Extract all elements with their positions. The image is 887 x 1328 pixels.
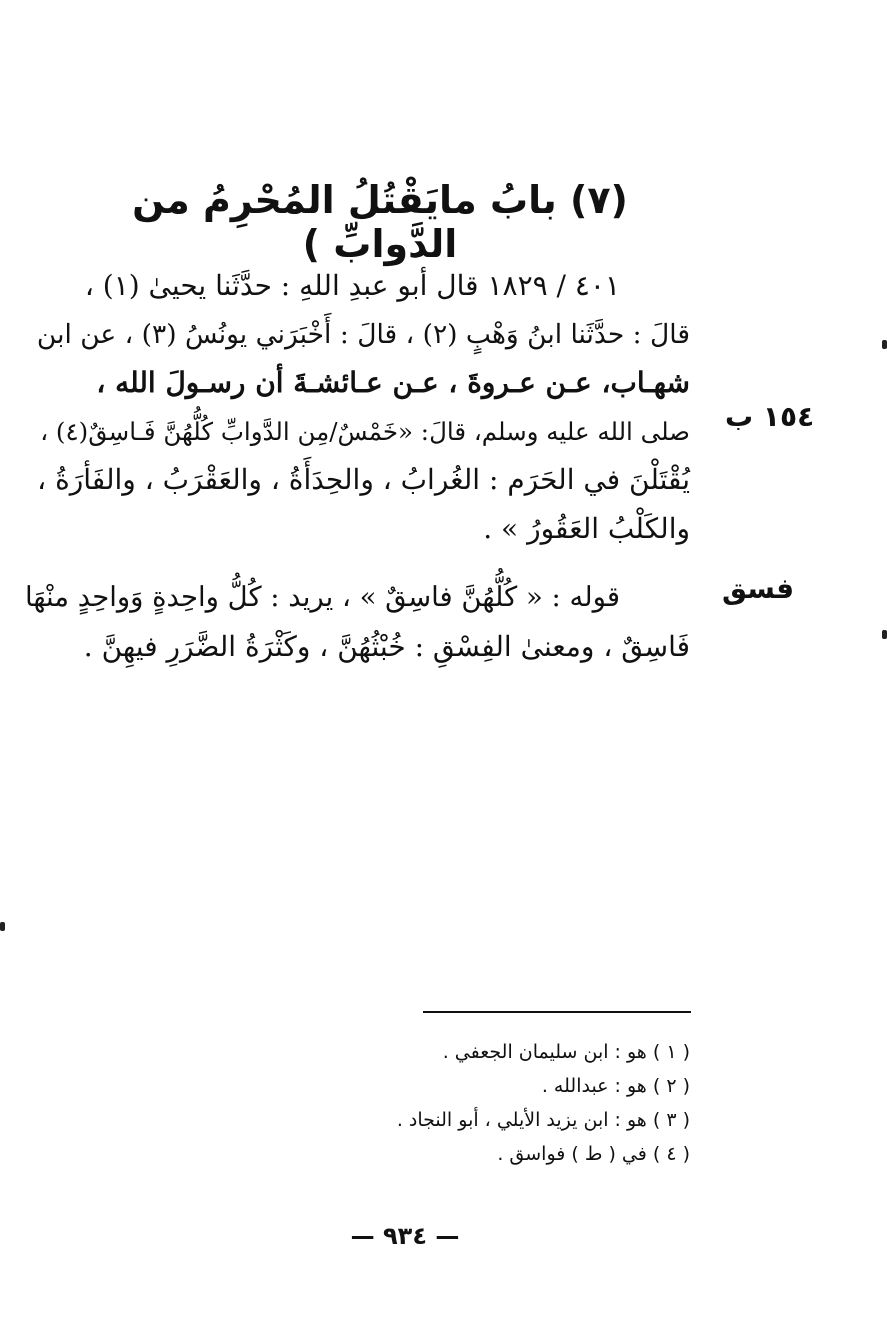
commentary-line: فَاسِقٌ ، ومعنىٰ الفِسْقِ : خُبْثُهُنَّ ، وكَثْرَةُ الضَّرَرِ فيهِنَّ . [83,630,690,663]
hadith-line: شهـاب، عـن عـروةَ ، عـن عـائشـةَ أن رسـولَ الله ، [96,366,690,399]
footnote: ( ١ ) هو : ابن سليمان الجعفي . [442,1041,690,1063]
footnote: ( ٣ ) هو : ابن يزيد الأيلي ، أبو النجاد . [396,1109,690,1131]
scan-edge-mark [882,340,887,349]
page-number: — ٩٣٤ — [350,1222,460,1250]
margin-folio-marker: ١٥٤ ب [725,400,815,433]
chapter-title: (٧) بابُ مايَقْتُلُ المُحْرِمُ من الدَّوابِّ ) [132,178,628,266]
hadith-line: ٤٠١ / ١٨٢٩ قال أبو عبدِ اللهِ : حدَّثَنا يحيىٰ (١) ، [84,269,620,302]
scan-edge-mark [882,630,887,639]
hadith-line: والكَلْبُ العَقُورُ » . [483,511,690,545]
footnotes [300,1035,690,1171]
commentary-line: قوله : « كُلُّهُنَّ فاسِقٌ » ، يريد : كُلُّ واحِدةٍ وَواحِدٍ منْهَا [24,581,620,613]
commentary-text [18,572,690,672]
margin-gloss-word: فسق [722,572,795,605]
hadith-line: صلى الله عليه وسلم، قالَ: «خَمْسٌ/مِن الدَّوابِّ كُلُّهُنَّ فَـاسِقٌ(٤) ، [40,416,690,446]
hadith-line: يُقْتَلْنَ في الحَرَم : الغُرابُ ، والحِدَأَةُ ، والعَقْرَبُ ، والفَأرَةُ ، [37,463,690,496]
hadith-text [30,262,690,553]
hadith-line: قالَ : حدَّثَنا ابنُ وَهْبٍ (٢) ، قالَ : أَخْبَرَني يونُسُ (٣) ، عن ابن [36,318,690,350]
footnote-separator [423,1011,691,1013]
footnote: ( ٢ ) هو : عبدالله . [541,1075,690,1097]
footnote: ( ٤ ) في ( ط ) فواسق . [497,1143,690,1165]
scan-edge-mark [0,922,5,931]
